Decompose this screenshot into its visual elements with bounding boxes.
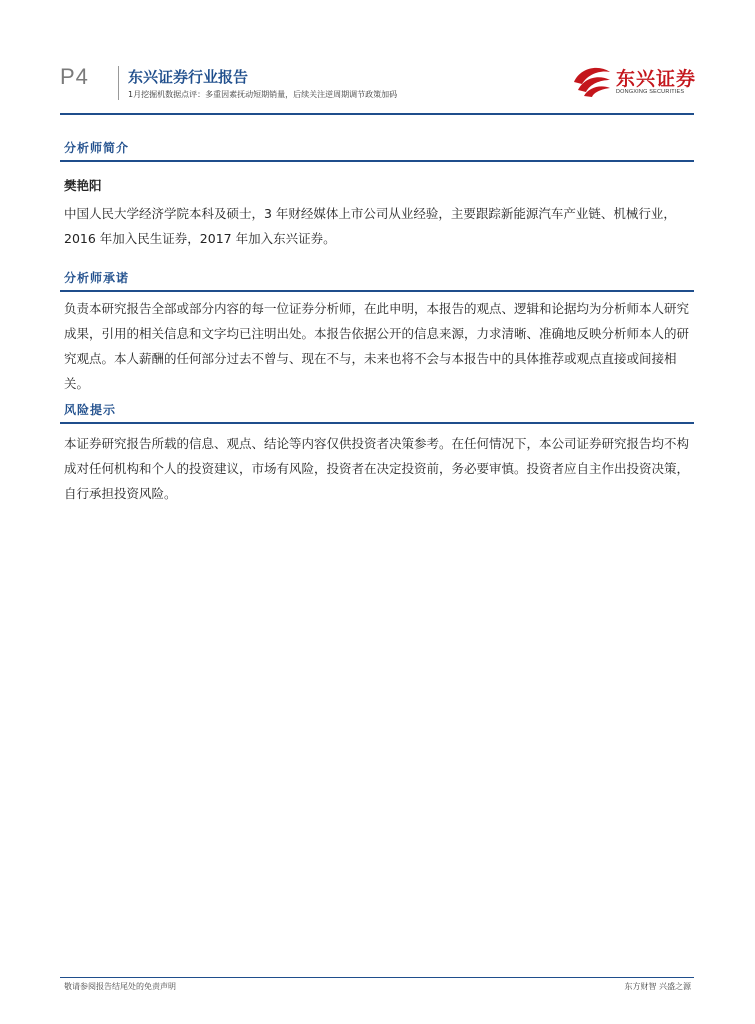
report-title: 东兴证券行业报告 bbox=[128, 68, 249, 86]
header-separator bbox=[118, 66, 119, 100]
logo-emblem-icon bbox=[572, 62, 612, 98]
page-number: P4 bbox=[60, 64, 89, 89]
analyst-name: 樊艳阳 bbox=[64, 178, 102, 193]
logo-name-en: DONGXING SECURITIES bbox=[616, 89, 685, 95]
footer-slogan: 东方财智 兴盛之源 bbox=[624, 982, 691, 991]
company-logo bbox=[572, 60, 702, 102]
footer-disclaimer-note: 敬请参阅报告结尾处的免责声明 bbox=[64, 982, 176, 991]
section-heading-risk-warning bbox=[60, 398, 694, 424]
report-subtitle: 1月挖掘机数据点评：多重因素抚动短期销量，后续关注逆周期调节政策加码 bbox=[128, 90, 398, 99]
analyst-bio: 中国人民大学经济学院本科及硕士，3 年财经媒体上市公司从业经验，主要跟踪新能源汽车产业链、机械行业，2016 年加入民生证券，2017 年加入东兴证券。 bbox=[64, 206, 676, 246]
section-heading-label: 分析师简介 bbox=[64, 141, 130, 155]
section-heading-analyst-intro bbox=[60, 136, 694, 162]
footer-rule bbox=[60, 977, 694, 978]
section-heading-label: 风险提示 bbox=[64, 403, 117, 417]
risk-warning-text: 本证券研究报告所载的信息、观点、结论等内容仅供投资者决策参考。在任何情况下，本公司证券研究报告均不构成对任何机构和个人的投资建议，市场有风险，投资者在决定投资前，务必要审慎。投资者应自主作出投资决策，自行承担投资风险。 bbox=[64, 436, 690, 501]
section-heading-analyst-commitment bbox=[60, 266, 694, 292]
analyst-commitment-text: 负责本研究报告全部或部分内容的每一位证券分析师，在此申明，本报告的观点、逻辑和论据均为分析师本人研究成果，引用的相关信息和文字均已注明出处。本报告依据公开的信息来源，力求清晰、准确地反映分析师本人的研究观点。本人薪酬的任何部分过去不曾与、现在不与，未来也将不会与本报告中的具体推荐或观点直接或间接相关。 bbox=[64, 301, 690, 391]
section-heading-label: 分析师承诺 bbox=[64, 271, 130, 285]
header-rule bbox=[60, 113, 694, 115]
logo-name-cn: 东兴证券 bbox=[616, 68, 697, 90]
